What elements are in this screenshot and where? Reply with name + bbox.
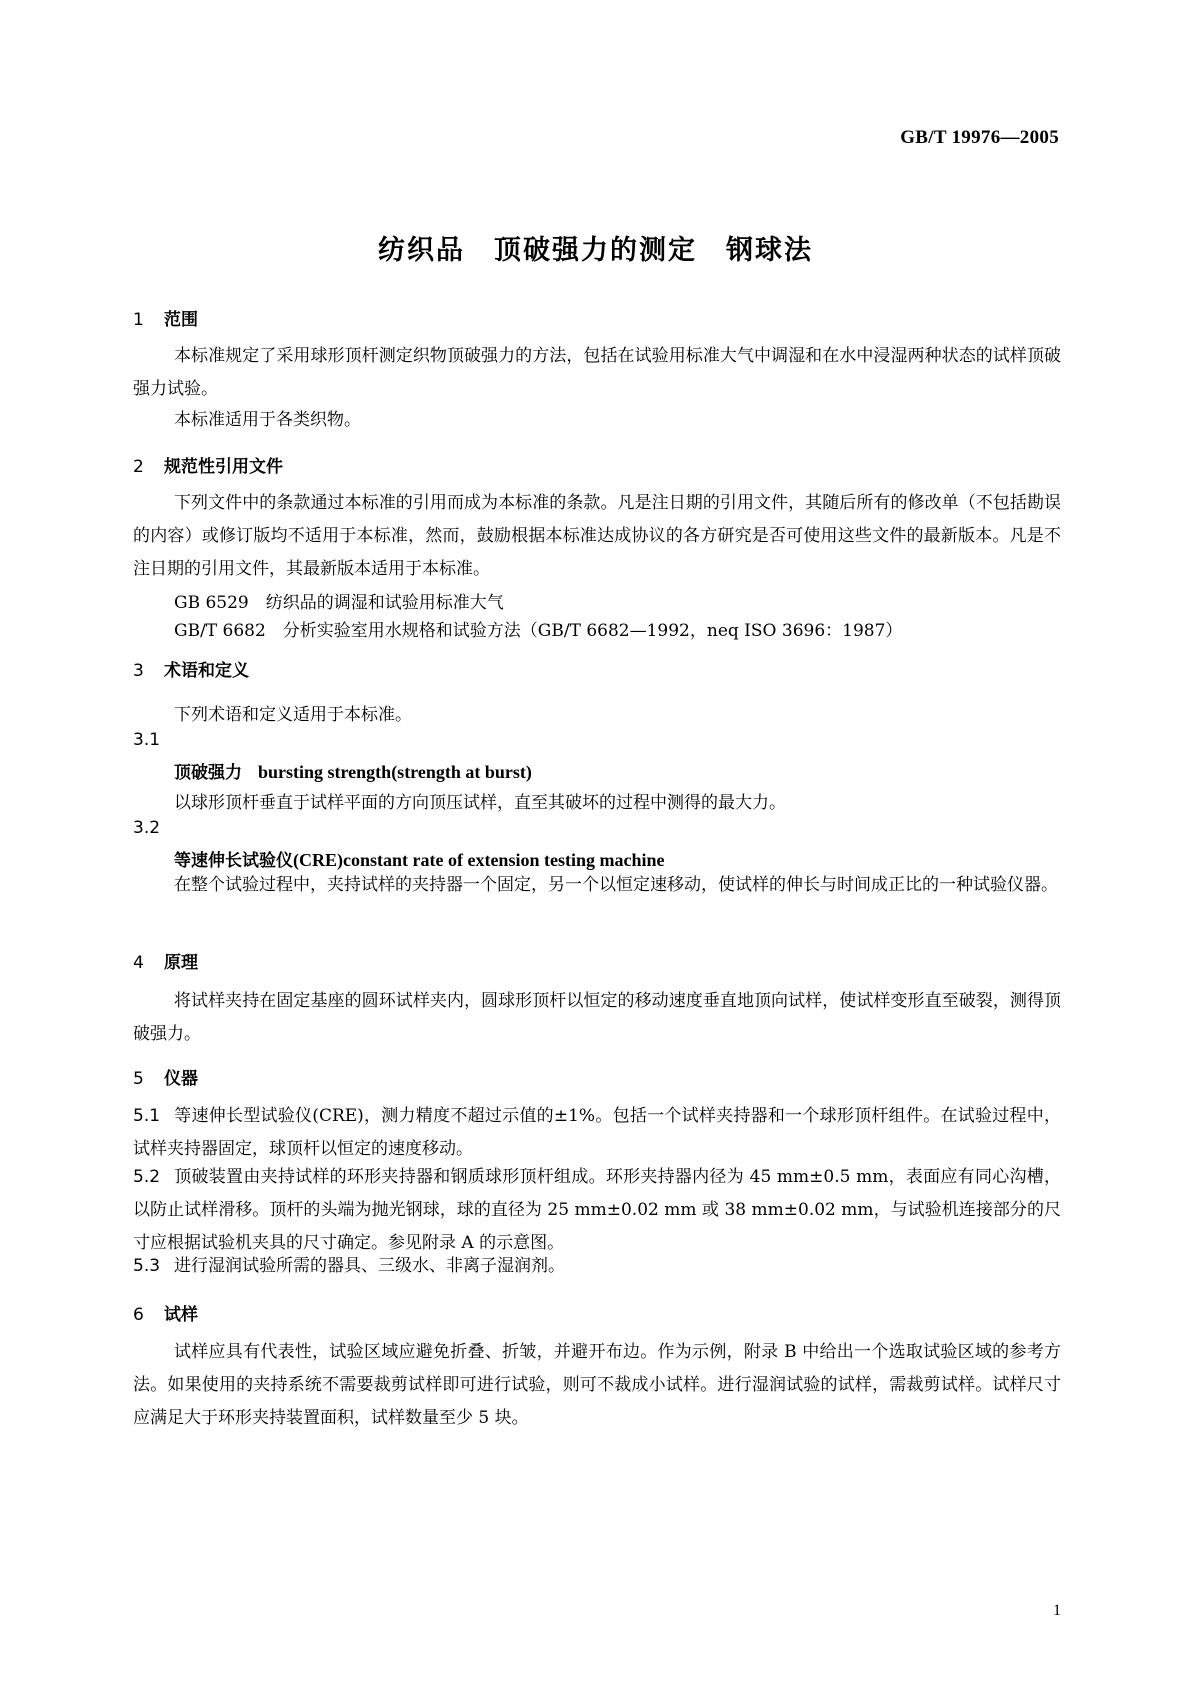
section-title: 仪器 [164,1069,198,1089]
clause-number: 5.2 [133,1167,161,1187]
section-4-paragraph-1: 将试样夹持在固定基座的圆环试样夹内，圆球形顶杆以恒定的移动速度垂直地顶向试样，使试样变形直至破裂，测得顶破强力。 [133,991,1061,1044]
section-1-paragraph-2: 本标准适用于各类织物。 [174,410,361,430]
section-6-heading [133,1300,198,1325]
section-4-heading [133,948,198,973]
section-1-paragraph-1: 本标准规定了采用球形顶杆测定织物顶破强力的方法，包括在试验用标准大气中调湿和在水中浸湿两种状态的试样顶破强力试验。 [133,346,1061,399]
term-en: bursting strength(strength at burst) [258,762,532,782]
term-3-1-definition: 以球形顶杆垂直于试样平面的方向顶压试样，直至其破坏的过程中测得的最大力。 [174,793,786,813]
section-2-heading [133,452,283,477]
normative-reference-1: GB 6529 纺织品的调湿和试验用标准大气 [174,593,504,613]
section-title: 原理 [164,953,198,973]
section-title: 范围 [164,310,198,330]
section-6-paragraph-1: 试样应具有代表性，试验区域应避免折叠、折皱，并避开布边。作为示例，附录 B 中给出一个选取试验区域的参考方法。如果使用的夹持系统不需要裁剪试样即可进行试验，则可不裁成小试样。进行湿润试验的试样，需裁剪试样。试样尺寸应满足大于环形夹持装置面积，试样数量至少 5 块。 [133,1342,1061,1428]
term-3-2-definition: 在整个试验过程中，夹持试样的夹持器一个固定，另一个以恒定速移动，使试样的伸长与时间成正比的一种试验仪器。 [174,875,1058,895]
section-number: 5 [133,1069,144,1089]
term-zh: 顶破强力 [174,763,242,783]
term-3-2-number: 3.2 [133,818,161,838]
section-number: 1 [133,310,144,330]
clause-5-3 [133,1250,1061,1283]
clause-text: 等速伸长型试验仪(CRE)，测力精度不超过示值的±1%。包括一个试样夹持器和一个球形顶杆组件。在试验过程中，试样夹持器固定，球顶杆以恒定的速度移动。 [133,1106,1061,1159]
section-3-intro: 下列术语和定义适用于本标准。 [174,705,412,725]
section-title: 试样 [164,1305,198,1325]
section-1-heading [133,305,198,330]
section-number: 3 [133,661,144,681]
term-en: (CRE)constant rate of extension testing machine [293,850,665,870]
clause-number: 5.1 [133,1106,161,1126]
clause-5-2 [133,1161,1061,1260]
section-2-paragraph-1: 下列文件中的条款通过本标准的引用而成为本标准的条款。凡是注日期的引用文件，其随后所有的修改单（不包括勘误的内容）或修订版均不适用于本标准，然而，鼓励根据本标准达成协议的各方研究是否可使用这些文件的最新版本。凡是不注日期的引用文件，其最新版本适用于本标准。 [133,493,1061,579]
term-zh: 等速伸长试验仪 [174,851,293,871]
section-number: 2 [133,457,144,477]
clause-text: 顶破装置由夹持试样的环形夹持器和钢质球形顶杆组成。环形夹持器内径为 45 mm±0.5 mm，表面应有同心沟槽，以防止试样滑移。顶杆的头端为抛光钢球，球的直径为 25 mm±0.02 mm 或 38 mm±0.02 mm，与试验机连接部分的尺寸应根据试验机夹具的尺寸确定。参见附录 A 的示意图。 [133,1167,1061,1253]
section-3-heading [133,656,249,681]
page-number: 1 [1053,1602,1061,1619]
document-title: 纺织品 顶破强力的测定 钢球法 [378,235,813,266]
section-5-heading [133,1064,198,1089]
term-3-1-number: 3.1 [133,730,161,750]
section-title: 术语和定义 [164,661,249,681]
section-number: 4 [133,953,144,973]
term-3-2-title [174,846,664,871]
normative-reference-2: GB/T 6682 分析实验室用水规格和试验方法（GB/T 6682—1992，neq ISO 3696：1987） [174,621,903,641]
term-3-1-title [174,758,532,783]
section-number: 6 [133,1305,144,1325]
clause-number: 5.3 [133,1256,161,1276]
clause-5-1 [133,1100,1061,1166]
standard-number: GB/T 19976—2005 [900,127,1059,148]
clause-text: 进行湿润试验所需的器具、三级水、非离子湿润剂。 [174,1256,565,1276]
section-title: 规范性引用文件 [164,457,283,477]
